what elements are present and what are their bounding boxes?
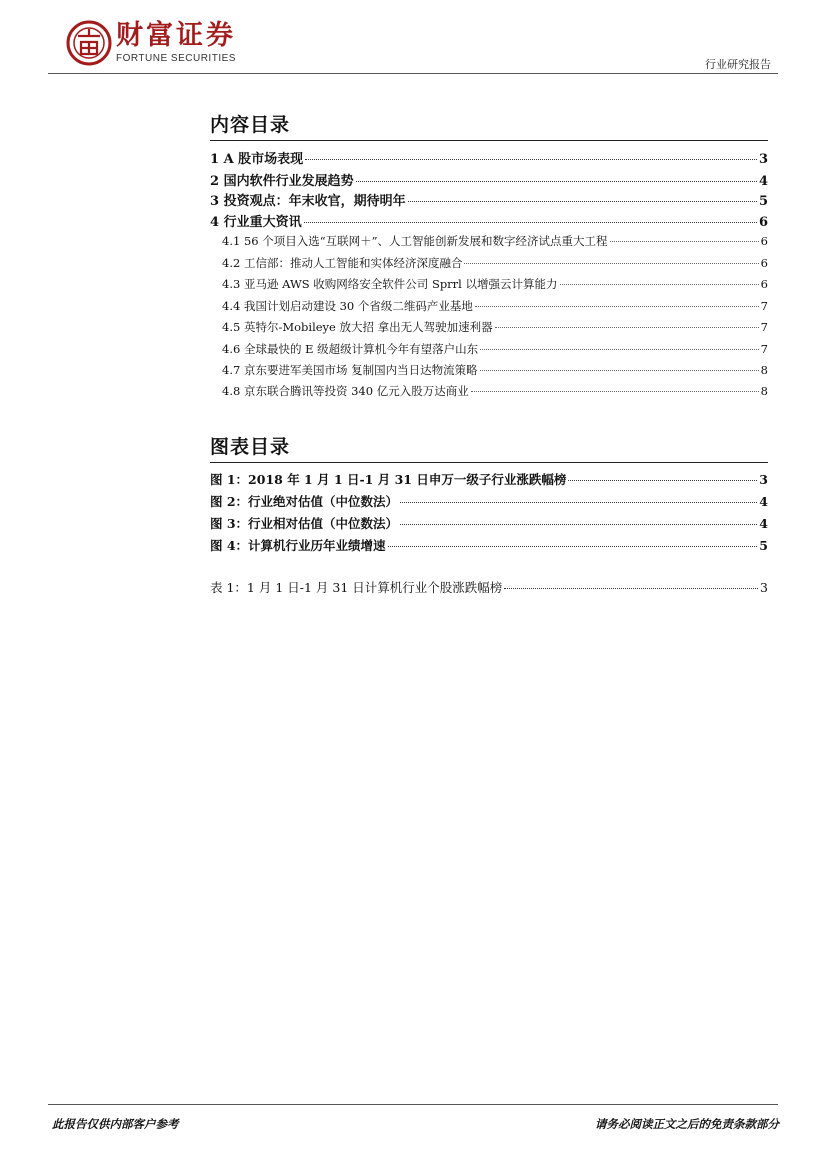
toc-subitem-page: 8 bbox=[760, 363, 768, 377]
toc-subitem[interactable] bbox=[222, 319, 768, 335]
toc-leader bbox=[304, 222, 757, 223]
toc-subitem[interactable] bbox=[222, 341, 768, 357]
toc-subitem-label: 4.3 亚马逊 AWS 收购网络安全软件公司 Sprrl 以增强云计算能力 bbox=[222, 277, 558, 291]
contents-title-rule bbox=[210, 140, 768, 141]
figure-item-page: 4 bbox=[759, 516, 768, 531]
toc-subitem[interactable] bbox=[222, 255, 768, 271]
toc-leader bbox=[464, 263, 758, 264]
toc-subitem-page: 7 bbox=[760, 299, 768, 313]
figures-title-rule bbox=[210, 462, 768, 463]
toc-leader bbox=[400, 524, 757, 525]
figures-title: 图表目录 bbox=[210, 436, 291, 458]
footer-divider bbox=[48, 1104, 778, 1105]
toc-subitem-label: 4.1 56 个项目入选“互联网＋”、人工智能创新发展和数字经济试点重大工程 bbox=[222, 234, 608, 248]
table-item-label: 表 1：1 月 1 日-1 月 31 日计算机行业个股涨跌幅榜 bbox=[210, 580, 503, 595]
toc-leader bbox=[568, 480, 757, 481]
toc-item-label: 4 行业重大资讯 bbox=[210, 215, 302, 230]
toc-leader bbox=[400, 502, 757, 503]
toc-subitem[interactable] bbox=[222, 276, 768, 292]
toc-item-label: 3 投资观点：年末收官，期待明年 bbox=[210, 194, 406, 209]
toc-item[interactable] bbox=[210, 211, 768, 230]
logo-chinese-name: 财富证券 bbox=[116, 20, 236, 51]
table-item[interactable] bbox=[210, 578, 768, 596]
figure-item-label: 图 1：2018 年 1 月 1 日-1 月 31 日申万一级子行业涨跌幅榜 bbox=[210, 472, 567, 487]
figure-item[interactable] bbox=[210, 514, 768, 532]
toc-subitem-page: 6 bbox=[760, 256, 768, 270]
page-header bbox=[0, 0, 827, 80]
toc-subitem-label: 4.4 我国计划启动建设 30 个省级二维码产业基地 bbox=[222, 299, 473, 313]
toc-item-label: 1 A 股市场表现 bbox=[210, 152, 304, 167]
fortune-logo-icon bbox=[66, 20, 112, 66]
toc-subitem-label: 4.2 工信部：推动人工智能和实体经济深度融合 bbox=[222, 256, 463, 270]
figure-item[interactable] bbox=[210, 492, 768, 510]
toc-subitem-page: 7 bbox=[760, 320, 768, 334]
toc-subitem-label: 4.6 全球最快的 E 级超级计算机今年有望落户山东 bbox=[222, 342, 479, 356]
toc-item-label: 2 国内软件行业发展趋势 bbox=[210, 174, 354, 189]
toc-subitem-page: 6 bbox=[760, 277, 768, 291]
figure-item-label: 图 4：计算机行业历年业绩增速 bbox=[210, 538, 386, 553]
header-divider bbox=[48, 73, 778, 74]
toc-subitem-label: 4.5 英特尔-Mobileye 放大招 拿出无人驾驶加速利器 bbox=[222, 320, 493, 334]
figure-item-page: 4 bbox=[759, 494, 768, 509]
toc-item[interactable] bbox=[210, 190, 768, 209]
toc-subitem-label: 4.7 京东要进军美国市场 复制国内当日达物流策略 bbox=[222, 363, 478, 377]
toc-leader bbox=[305, 159, 757, 160]
toc-item-page: 3 bbox=[758, 152, 768, 167]
figure-item-page: 3 bbox=[759, 472, 768, 487]
contents-title: 内容目录 bbox=[210, 114, 291, 136]
toc-leader bbox=[388, 546, 758, 547]
toc-leader bbox=[356, 181, 757, 182]
figure-item[interactable] bbox=[210, 470, 768, 488]
toc-subitem-page: 6 bbox=[760, 234, 768, 248]
toc-item-page: 5 bbox=[758, 194, 768, 209]
toc-subitem-page: 7 bbox=[760, 342, 768, 356]
toc-leader bbox=[495, 327, 759, 328]
toc-item[interactable] bbox=[210, 170, 768, 189]
toc-subitem-label: 4.8 京东联合腾讯等投资 340 亿元入股万达商业 bbox=[222, 384, 469, 398]
toc-item[interactable] bbox=[210, 148, 768, 167]
toc-item-page: 6 bbox=[758, 215, 768, 230]
logo-english-name: FORTUNE SECURITIES bbox=[116, 53, 236, 64]
toc-subitem[interactable] bbox=[222, 383, 768, 399]
toc-leader bbox=[480, 349, 759, 350]
toc-leader bbox=[408, 201, 757, 202]
toc-leader bbox=[471, 391, 759, 392]
figure-item[interactable] bbox=[210, 536, 768, 554]
toc-subitem[interactable] bbox=[222, 298, 768, 314]
toc-leader bbox=[610, 241, 759, 242]
footer-disclaimer-left: 此报告仅供内部客户参考 bbox=[52, 1117, 179, 1131]
toc-subitem[interactable] bbox=[222, 362, 768, 378]
toc-subitem[interactable] bbox=[222, 233, 768, 249]
figure-item-page: 5 bbox=[759, 538, 768, 553]
figure-item-label: 图 3：行业相对估值（中位数法） bbox=[210, 516, 399, 531]
report-type-label: 行业研究报告 bbox=[705, 58, 771, 71]
toc-item-page: 4 bbox=[758, 174, 768, 189]
table-item-page: 3 bbox=[760, 580, 768, 595]
footer-disclaimer-right: 请务必阅读正文之后的免责条款部分 bbox=[595, 1117, 779, 1131]
toc-leader bbox=[480, 370, 759, 371]
toc-subitem-page: 8 bbox=[760, 384, 768, 398]
toc-leader bbox=[560, 284, 759, 285]
toc-leader bbox=[475, 306, 759, 307]
figure-item-label: 图 2：行业绝对估值（中位数法） bbox=[210, 494, 399, 509]
toc-leader bbox=[504, 588, 758, 589]
